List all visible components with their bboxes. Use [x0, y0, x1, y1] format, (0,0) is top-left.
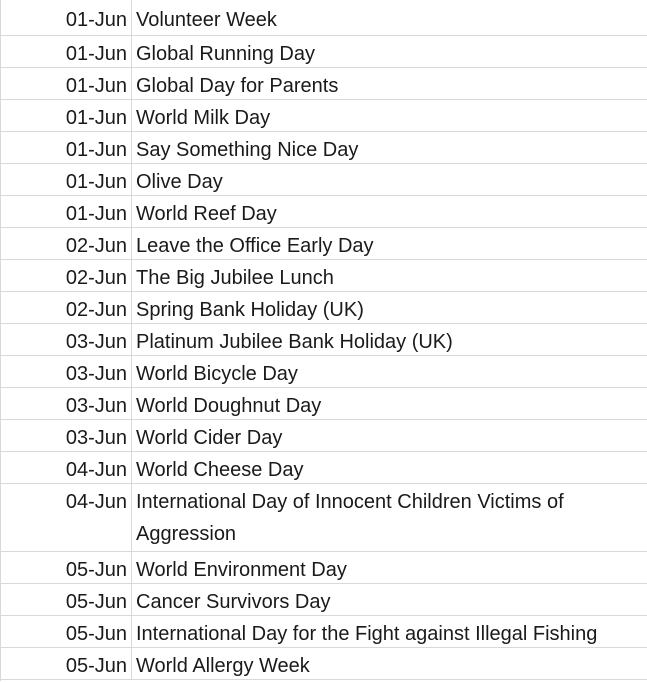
date-cell[interactable]: 03-Jun [1, 388, 132, 419]
date-cell[interactable]: 01-Jun [1, 36, 132, 67]
date-cell[interactable]: 03-Jun [1, 420, 132, 451]
table-row [1, 0, 647, 36]
table-row [1, 164, 647, 196]
table-row [1, 388, 647, 420]
event-cell[interactable]: Volunteer Week [136, 9, 277, 31]
date-cell[interactable]: 03-Jun [1, 356, 132, 387]
event-cell[interactable]: World Cheese Day [136, 459, 304, 481]
date-cell[interactable]: 01-Jun [1, 68, 132, 99]
table-row [1, 68, 647, 100]
event-cell[interactable]: World Doughnut Day [136, 395, 322, 417]
table-row [1, 616, 647, 648]
table-row [1, 648, 647, 680]
event-cell[interactable]: Platinum Jubilee Bank Holiday (UK) [136, 331, 453, 353]
date-cell[interactable]: 02-Jun [1, 260, 132, 291]
event-cell[interactable]: World Cider Day [136, 427, 283, 449]
date-cell[interactable]: 01-Jun [1, 196, 132, 227]
event-cell[interactable]: The Big Jubilee Lunch [136, 267, 334, 289]
table-row [1, 100, 647, 132]
table-row [1, 420, 647, 452]
date-cell[interactable]: 01-Jun [1, 100, 132, 131]
date-cell[interactable]: 04-Jun [1, 452, 132, 483]
table-row [1, 132, 647, 164]
date-cell[interactable]: 05-Jun [1, 616, 132, 647]
event-cell[interactable]: Leave the Office Early Day [136, 235, 374, 257]
table-row [1, 356, 647, 388]
date-cell[interactable]: 02-Jun [1, 228, 132, 259]
date-cell[interactable]: 01-Jun [1, 132, 132, 163]
event-cell[interactable]: World Milk Day [136, 107, 271, 129]
event-cell[interactable]: Cancer Survivors Day [136, 591, 331, 613]
event-cell[interactable]: World Allergy Week [136, 655, 310, 677]
date-cell[interactable]: 01-Jun [1, 164, 132, 195]
date-cell[interactable]: 05-Jun [1, 552, 132, 583]
date-cell[interactable]: 04-Jun [1, 484, 132, 551]
table-row [1, 484, 647, 552]
event-cell[interactable]: World Environment Day [136, 559, 347, 581]
date-cell[interactable]: 02-Jun [1, 292, 132, 323]
event-cell[interactable]: International Day of Innocent Children Victims of Aggression [136, 491, 564, 545]
table-row [1, 36, 647, 68]
event-cell[interactable]: Spring Bank Holiday (UK) [136, 299, 364, 321]
event-cell[interactable]: Global Day for Parents [136, 75, 339, 97]
date-cell[interactable]: 01-Jun [1, 0, 132, 35]
date-cell[interactable]: 05-Jun [1, 584, 132, 615]
table-row [1, 452, 647, 484]
table-row [1, 228, 647, 260]
event-cell[interactable]: World Bicycle Day [136, 363, 298, 385]
table-row [1, 292, 647, 324]
date-cell[interactable]: 05-Jun [1, 648, 132, 679]
table-row [1, 552, 647, 584]
event-cell[interactable]: International Day for the Fight against Illegal Fishing [136, 623, 598, 645]
event-cell[interactable]: Say Something Nice Day [136, 139, 359, 161]
event-cell[interactable]: Olive Day [136, 171, 223, 193]
table-row [1, 196, 647, 228]
table-row [1, 584, 647, 616]
event-cell[interactable]: World Reef Day [136, 203, 277, 225]
table-row [1, 324, 647, 356]
date-cell[interactable]: 03-Jun [1, 324, 132, 355]
table-row [1, 260, 647, 292]
event-cell[interactable]: Global Running Day [136, 43, 315, 65]
